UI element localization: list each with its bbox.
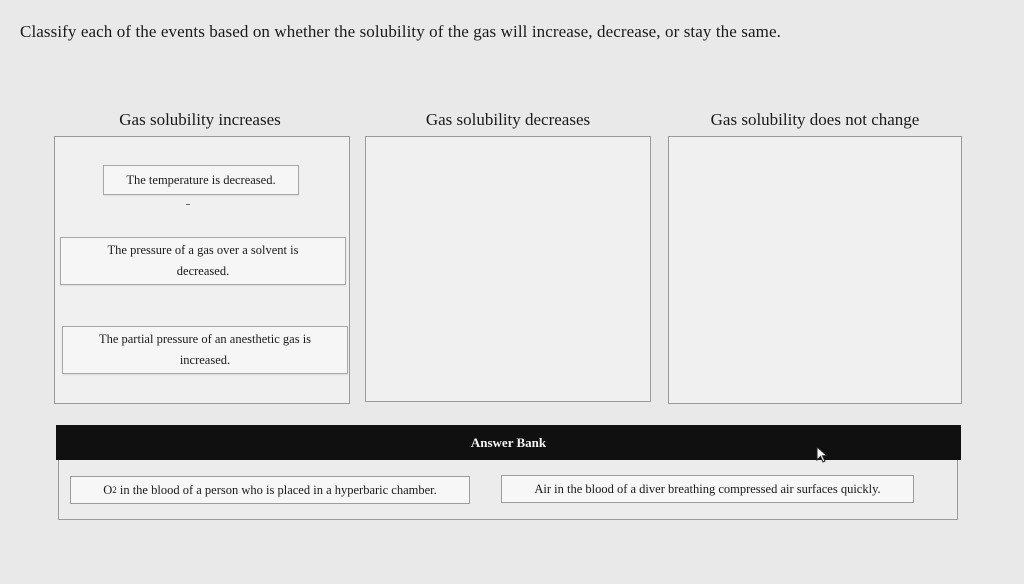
mouse-cursor-icon [816,446,830,464]
column-heading-decreases: Gas solubility decreases [425,110,591,129]
draggable-card-temperature-decreased[interactable] [103,165,299,195]
drop-zone-decreases[interactable] [365,136,651,402]
column-heading-increases: Gas solubility increases [119,110,281,129]
drop-zone-no-change[interactable] [668,136,962,404]
question-prompt: Classify each of the events based on whether the solubility of the gas will increase, decrease, or stay the same. [20,22,781,41]
bank-card-diver-surfaces[interactable] [501,475,914,503]
card-label: The partial pressure of an anesthetic gas is increased. [98,332,312,367]
bank-card-prefix: O [103,482,113,497]
bank-card-o2-hyperbaric[interactable] [70,476,470,504]
card-label: The temperature is decreased. [126,172,276,187]
draggable-card-partial-pressure-increased[interactable] [62,326,348,374]
card-label: The pressure of a gas over a solvent is decreased. [107,243,299,278]
stray-mark [186,204,190,205]
answer-bank-title: Answer Bank [470,434,547,450]
draggable-card-pressure-decreased[interactable] [60,237,346,285]
bank-card-subscript: 2 [112,485,117,495]
bank-card-label: in the blood of a person who is placed in a hyperbaric chamber. [116,482,437,497]
column-heading-no-change: Gas solubility does not change [710,110,920,129]
bank-card-label: Air in the blood of a diver breathing compressed air surfaces quickly. [534,481,881,496]
